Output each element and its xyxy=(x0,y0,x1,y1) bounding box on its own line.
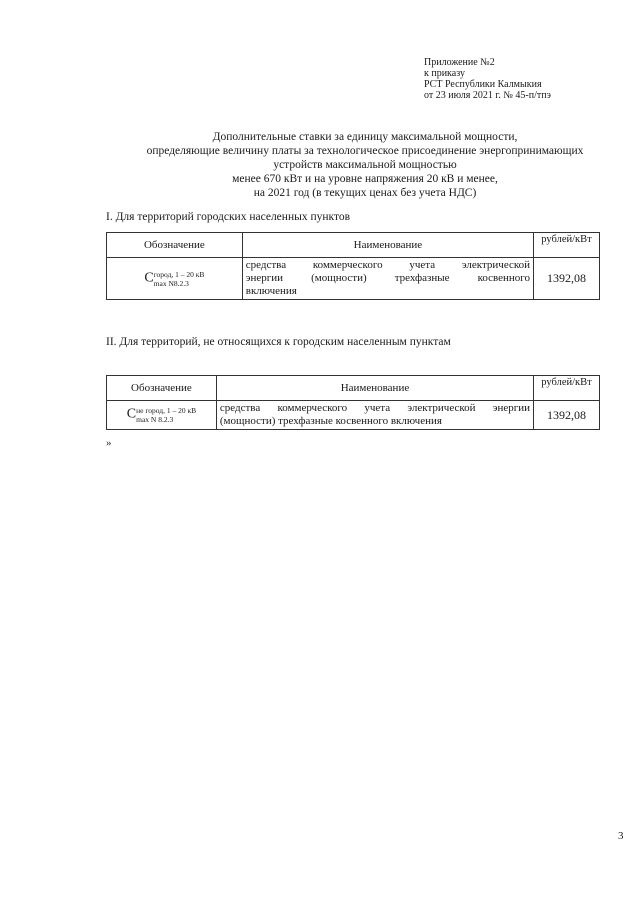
section-heading-urban: I. Для территорий городских населенных пунктов xyxy=(106,211,350,223)
table-row xyxy=(107,401,600,430)
document-title xyxy=(100,130,630,200)
title-line: устройств максимальной мощностью xyxy=(273,159,457,171)
description-line: средства коммерческого учета электрической энергии xyxy=(219,402,531,414)
annex-block xyxy=(424,57,551,101)
symbol-base: C xyxy=(144,270,154,286)
rate-description xyxy=(216,401,533,430)
section-heading-rural: II. Для территорий, не относящихся к городским населенным пунктам xyxy=(106,336,451,348)
column-header-unit: рублей/кВт xyxy=(534,233,600,258)
rate-value: 1392,08 xyxy=(534,401,600,430)
symbol-subscript: max N8.2.3 xyxy=(153,278,189,288)
annex-line: Приложение №2 xyxy=(424,57,495,68)
closing-quote: » xyxy=(106,437,112,449)
annex-line: от 23 июля 2021 г. № 45-п/тпэ xyxy=(424,90,551,101)
annex-line: к приказу xyxy=(424,68,465,79)
description-line: средства коммерческого учета электрической xyxy=(245,259,531,271)
title-line: на 2021 год (в текущих ценах без учета НДС) xyxy=(253,187,477,199)
symbol-superscript: город, 1 – 20 кВ xyxy=(153,269,205,279)
column-header-designation: Обозначение xyxy=(107,376,217,401)
column-header-unit: рублей/кВт xyxy=(534,376,600,401)
title-line: Дополнительные ставки за единицу максимальной мощности, xyxy=(212,131,518,143)
title-line: определяющие величину платы за технологическое присоединение энергопринимающих xyxy=(146,145,584,157)
table-header-row xyxy=(107,233,600,258)
symbol-subscript: max N 8.2.3 xyxy=(136,415,174,424)
rate-symbol xyxy=(107,258,243,300)
title-line: менее 670 кВт и на уровне напряжения 20 кВ и менее, xyxy=(232,173,498,185)
rates-table-rural xyxy=(106,375,600,430)
rate-value: 1392,08 xyxy=(534,258,600,300)
column-header-designation: Обозначение xyxy=(107,233,243,258)
rates-table-urban xyxy=(106,232,600,300)
table-row xyxy=(107,258,600,300)
page-number: 3 xyxy=(618,830,624,842)
description-line: энергии (мощности) трехфазные косвенного xyxy=(245,272,531,284)
symbol-superscript: не город, 1 – 20 кВ xyxy=(136,406,197,415)
symbol-base: C xyxy=(126,406,137,422)
table-header-row xyxy=(107,376,600,401)
rate-description xyxy=(242,258,533,300)
annex-line: РСТ Республики Калмыкия xyxy=(424,79,542,90)
column-header-name: Наименование xyxy=(216,376,533,401)
description-line: (мощности) трехфазные косвенного включения xyxy=(219,415,442,427)
description-line: включения xyxy=(245,285,297,297)
rate-symbol xyxy=(107,401,217,430)
column-header-name: Наименование xyxy=(242,233,533,258)
